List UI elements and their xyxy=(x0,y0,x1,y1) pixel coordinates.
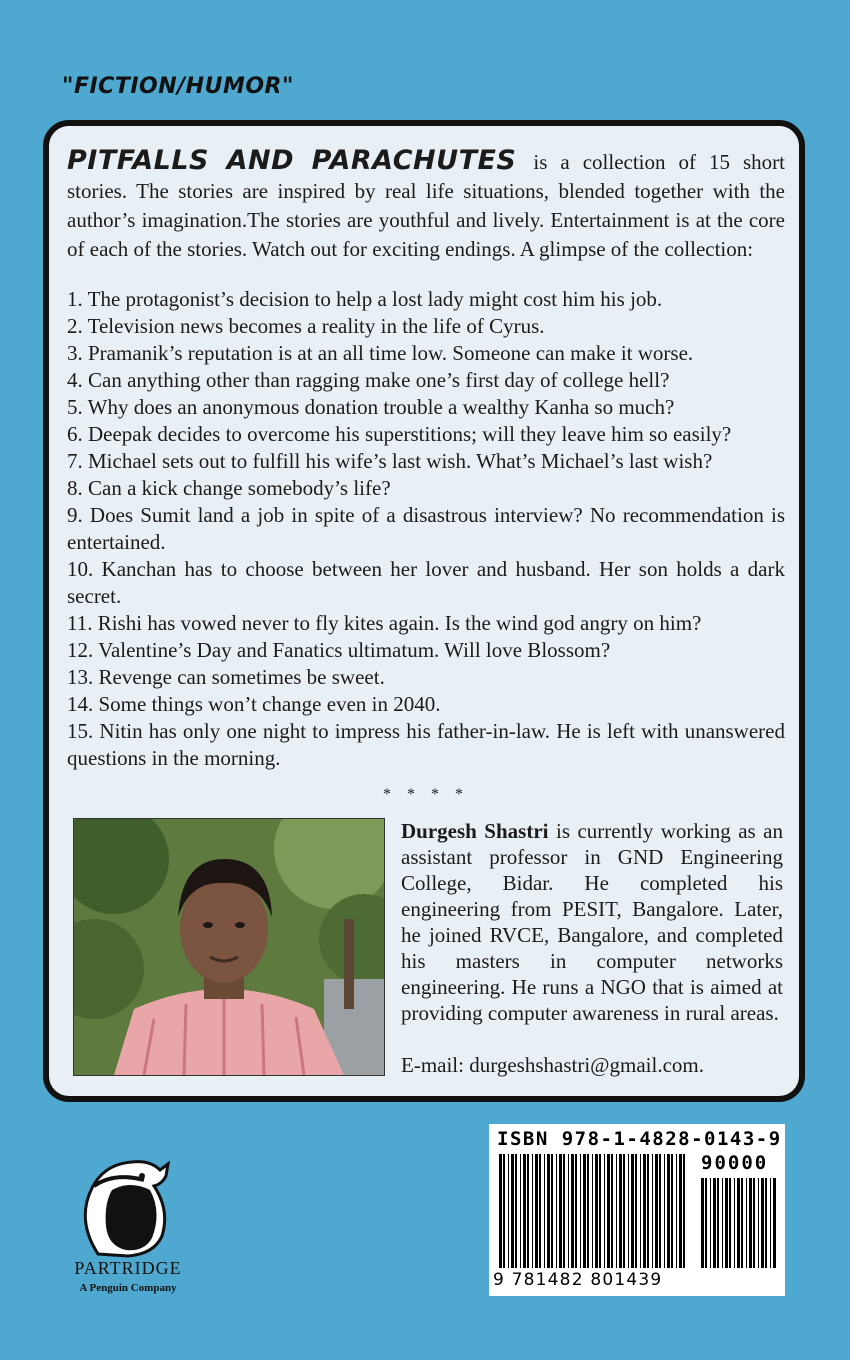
barcode-bar xyxy=(729,1178,731,1268)
story-item: 11. Rishi has vowed never to fly kites again. Is the wind god angry on him? xyxy=(67,611,702,635)
barcode-bar xyxy=(611,1154,613,1268)
back-cover-panel xyxy=(43,120,805,1102)
story-item: 10. Kanchan has to choose between her lover and husband. Her son holds a dark secret. xyxy=(67,557,785,608)
barcode-bar xyxy=(741,1178,743,1268)
barcode-bar xyxy=(717,1178,719,1268)
barcode-bar xyxy=(753,1178,755,1268)
barcode-bar xyxy=(508,1154,509,1268)
barcode-bar xyxy=(737,1178,740,1268)
barcode-bar xyxy=(544,1154,545,1268)
ean-digits: 9 781482 801439 xyxy=(493,1270,663,1290)
barcode-bar xyxy=(734,1178,735,1268)
barcode-bar xyxy=(671,1154,673,1268)
barcode-bar xyxy=(583,1154,586,1268)
barcode-bar xyxy=(499,1154,502,1268)
barcode-bar xyxy=(568,1154,569,1268)
story-item: 7. Michael sets out to fulfill his wife’s last wish. What’s Michael’s last wish? xyxy=(67,449,713,473)
barcode-bar xyxy=(701,1178,704,1268)
barcode-bar xyxy=(659,1154,661,1268)
barcode-bar xyxy=(713,1178,716,1268)
barcode-bar xyxy=(758,1178,759,1268)
barcode-bar xyxy=(551,1154,553,1268)
genre-label: "FICTION/HUMOR" xyxy=(62,74,294,99)
barcode-bar xyxy=(635,1154,637,1268)
barcode-bar xyxy=(575,1154,577,1268)
barcode-bar xyxy=(599,1154,601,1268)
publisher-name: PARTRIDGE xyxy=(74,1258,182,1278)
barcode-bar xyxy=(503,1154,505,1268)
story-item: 13. Revenge can sometimes be sweet. xyxy=(67,665,385,689)
publisher-tagline: A Penguin Company xyxy=(79,1282,177,1294)
barcode-bar xyxy=(631,1154,634,1268)
barcode-bar xyxy=(580,1154,581,1268)
barcode-bar xyxy=(619,1154,622,1268)
intro-paragraph xyxy=(67,146,785,264)
barcode-bar xyxy=(623,1154,625,1268)
barcode-bar xyxy=(607,1154,610,1268)
barcode-bar xyxy=(679,1154,682,1268)
barcode-bar xyxy=(587,1154,589,1268)
barcode-bar xyxy=(532,1154,533,1268)
barcode-bar xyxy=(722,1178,723,1268)
story-item: 15. Nitin has only one night to impress his father-in-law. He is left with unanswered questions in the morning. xyxy=(67,719,785,770)
barcode-bar xyxy=(725,1178,728,1268)
barcode-bar xyxy=(523,1154,526,1268)
barcode-bar xyxy=(746,1178,747,1268)
story-item: 8. Can a kick change somebody’s life? xyxy=(67,476,391,500)
barcode-bar xyxy=(652,1154,653,1268)
barcode-box xyxy=(489,1124,785,1296)
barcode-bar xyxy=(761,1178,764,1268)
barcode-bar xyxy=(515,1154,517,1268)
intro-text: is a collection of 15 short stories. The stories are inspired by real life situations, blended together with the author’s imagination.The stories are youthful and lively. Entertainment is at the core of each of the stories. Watch out for exciting endings. A glimpse of the collection: xyxy=(67,150,785,261)
barcode-bar xyxy=(683,1154,685,1268)
author-email: E-mail: durgeshshastri@gmail.com. xyxy=(401,1053,704,1077)
barcode-bar xyxy=(592,1154,593,1268)
author-section xyxy=(67,818,785,1078)
barcode-bar xyxy=(667,1154,670,1268)
author-name: Durgesh Shastri xyxy=(401,819,549,843)
barcode-bar xyxy=(520,1154,521,1268)
barcode-bar xyxy=(749,1178,752,1268)
barcode-bar xyxy=(643,1154,646,1268)
story-item: 4. Can anything other than ragging make one’s first day of college hell? xyxy=(67,368,670,392)
story-item: 14. Some things won’t change even in 2040. xyxy=(67,692,441,716)
barcode-bar xyxy=(539,1154,541,1268)
author-bio xyxy=(401,818,783,1078)
barcode-bar xyxy=(705,1178,707,1268)
story-item: 1. The protagonist’s decision to help a lost lady might cost him his job. xyxy=(67,287,663,311)
barcode-bar xyxy=(676,1154,677,1268)
partridge-bird-icon xyxy=(58,1150,198,1260)
barcode-bar xyxy=(770,1178,771,1268)
barcode-bar xyxy=(556,1154,557,1268)
barcode-bar xyxy=(710,1178,711,1268)
barcode-bar xyxy=(647,1154,649,1268)
barcode-bar xyxy=(655,1154,658,1268)
story-item: 3. Pramanik’s reputation is at an all time low. Someone can make it worse. xyxy=(67,341,694,365)
barcode-bar xyxy=(571,1154,574,1268)
barcode-bar xyxy=(595,1154,598,1268)
barcode-bar xyxy=(640,1154,641,1268)
story-list xyxy=(67,286,785,772)
story-item: 5. Why does an anonymous donation trouble a wealthy Kanha so much? xyxy=(67,395,675,419)
barcode-bar xyxy=(559,1154,562,1268)
barcode-bar xyxy=(773,1178,776,1268)
barcode-bar xyxy=(664,1154,665,1268)
barcode-bar xyxy=(563,1154,565,1268)
barcode-bar xyxy=(628,1154,629,1268)
author-photo xyxy=(73,818,385,1076)
story-item: 12. Valentine’s Day and Fanatics ultimatum. Will love Blossom? xyxy=(67,638,611,662)
isbn-label: ISBN 978-1-4828-0143-9 xyxy=(497,1128,782,1150)
story-item: 9. Does Sumit land a job in spite of a disastrous interview? No recommendation is entertained. xyxy=(67,503,785,554)
barcode-bar xyxy=(604,1154,605,1268)
barcode-bar xyxy=(616,1154,617,1268)
book-title: PITFALLS AND PARACHUTES xyxy=(67,145,517,176)
barcode-bar xyxy=(547,1154,550,1268)
section-separator: * * * * xyxy=(383,786,469,803)
barcode-bar xyxy=(511,1154,514,1268)
barcode-bar xyxy=(765,1178,767,1268)
barcode-bar xyxy=(535,1154,538,1268)
price-addon: 90000 xyxy=(701,1152,769,1174)
story-item: 6. Deepak decides to overcome his superstitions; will they leave him so easily? xyxy=(67,422,732,446)
barcode-bar xyxy=(527,1154,529,1268)
author-bio-text: is currently working as an assistant professor in GND Engineering College, Bidar. He completed his engineering from PESIT, Bangalore. Later, he joined RVCE, Bangalore, and completed his masters in computer networks engineering. He runs a NGO that is aimed at providing computer awareness in rural areas. xyxy=(401,819,783,1025)
story-item: 2. Television news becomes a reality in the life of Cyrus. xyxy=(67,314,545,338)
